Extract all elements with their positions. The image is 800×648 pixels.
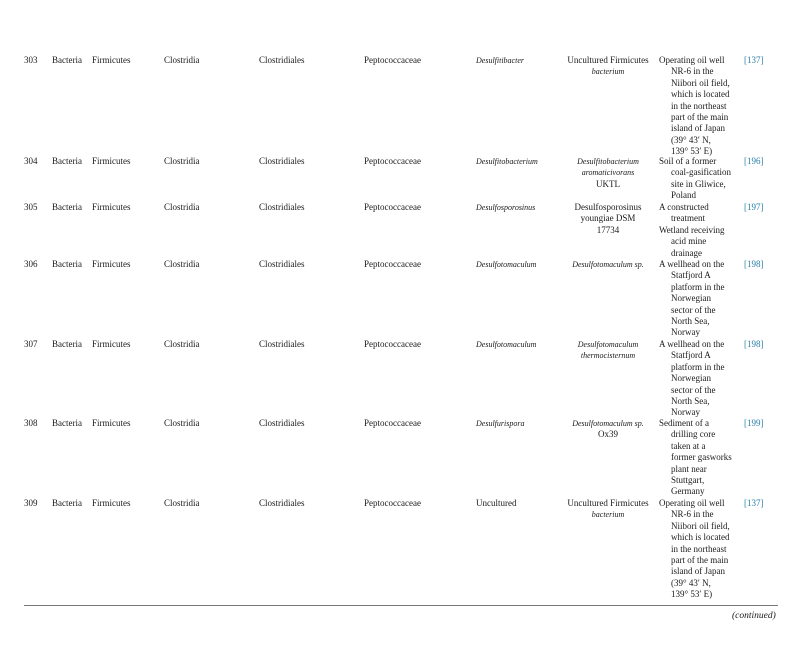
source-line: Operating oil well [659,55,725,65]
row-number: 303 [24,55,38,65]
species-line: Desulfotomaculum sp. [572,419,644,428]
phylum-cell: Firmicutes [92,498,131,508]
source-line: A constructed [659,202,709,212]
source-line: Norwegian [671,373,711,384]
phylum-cell: Firmicutes [92,259,131,269]
source-line: drilling core [671,429,716,440]
genus-cell: Desulfotomaculum [476,260,537,269]
species-line: Uncultured Firmicutes [567,55,649,65]
source-line: (39° 43′ N, [671,134,711,145]
species-line: bacterium [591,510,625,520]
source-line: part of the main [671,555,729,566]
source-line: sector of the [671,304,716,315]
species-line: Desulfotomaculum sp. [572,260,644,269]
source-line: NR-6 in the [671,66,714,77]
source-line: former gasworks [671,452,732,463]
domain-cell: Bacteria [52,339,82,349]
class-cell: Clostridia [164,339,200,349]
phylum-cell: Firmicutes [92,418,131,428]
row-number: 306 [24,259,38,269]
source-line: drainage [671,247,702,258]
source-line: Wetland receiving [659,224,725,235]
species-line: thermocisternum [580,351,636,361]
order-cell: Clostridiales [259,259,305,269]
source-line: island of Japan [671,123,725,134]
order-cell: Clostridiales [259,339,305,349]
source-line: plant near [671,463,707,474]
source-line: Poland [671,190,697,201]
source-cell [659,202,737,259]
family-cell: Peptococcaceae [364,498,421,508]
phylum-cell: Firmicutes [92,339,131,349]
source-line: (39° 43′ N, [671,577,711,588]
species-line: Uncultured Firmicutes [567,498,649,508]
species-cell [563,202,653,236]
source-line: 139° 53′ E) [671,589,713,600]
source-line: part of the main [671,112,729,123]
class-cell: Clostridia [164,156,200,166]
domain-cell: Bacteria [52,202,82,212]
source-line: Niibori oil field, [671,77,730,88]
source-line: Statfjord A [671,270,711,281]
source-line: coal-gasification [671,167,731,178]
class-cell: Clostridia [164,55,200,65]
species-line: UKTL [596,178,620,189]
source-line: Statfjord A [671,350,711,361]
genus-cell: Desulfitibacter [476,56,524,65]
source-line: A wellhead on the [659,259,725,269]
class-cell: Clostridia [164,259,200,269]
family-cell: Peptococcaceae [364,202,421,212]
class-cell: Clostridia [164,202,200,212]
reference-link[interactable]: [199] [744,418,764,428]
order-cell: Clostridiales [259,418,305,428]
source-cell [659,259,737,339]
species-line: Desulfotomaculum [577,340,639,349]
reference-link[interactable]: [137] [744,498,764,508]
source-line: 139° 53′ E) [671,146,713,157]
source-line: which is located [671,532,730,543]
source-cell [659,418,737,498]
class-cell: Clostridia [164,418,200,428]
source-line: Norway [671,407,700,418]
source-cell [659,339,737,419]
phylum-cell: Firmicutes [92,55,131,65]
domain-cell: Bacteria [52,55,82,65]
family-cell: Peptococcaceae [364,339,421,349]
species-line: youngiae DSM [580,213,636,224]
source-line: which is located [671,89,730,100]
phylum-cell: Firmicutes [92,202,131,212]
species-line: 17734 [596,224,620,235]
reference-link[interactable]: [197] [744,202,764,212]
source-cell [659,156,737,202]
domain-cell: Bacteria [52,498,82,508]
source-line: Niibori oil field, [671,520,730,531]
family-cell: Peptococcaceae [364,156,421,166]
domain-cell: Bacteria [52,259,82,269]
reference-link[interactable]: [198] [744,259,764,269]
source-line: Norway [671,327,700,338]
species-cell [563,418,653,441]
species-line: bacterium [591,67,625,77]
source-line: Norwegian [671,293,711,304]
genus-cell: Uncultured [476,498,517,508]
species-cell [563,339,653,362]
source-line: acid mine [671,236,707,247]
domain-cell: Bacteria [52,156,82,166]
row-number: 305 [24,202,38,212]
species-line: aromaticivorans [581,168,635,178]
source-line: taken at a [671,440,706,451]
source-line: in the northeast [671,543,727,554]
order-cell: Clostridiales [259,498,305,508]
source-line: in the northeast [671,100,727,111]
genus-cell: Desulfosporosinus [476,203,536,212]
source-line: Operating oil well [659,498,725,508]
family-cell: Peptococcaceae [364,418,421,428]
row-number: 304 [24,156,38,166]
table-bottom-rule [24,605,778,606]
source-line: Germany [671,486,705,497]
species-cell [563,498,653,521]
species-line: Desulfosporosinus [574,202,642,212]
source-cell [659,498,737,601]
species-cell [563,259,653,270]
row-number: 307 [24,339,38,349]
continued-note: (continued) [732,611,776,621]
genus-cell: Desulfurispora [476,419,525,428]
source-line: Soil of a former [659,156,717,166]
species-cell [563,156,653,190]
family-cell: Peptococcaceae [364,259,421,269]
source-line: island of Japan [671,566,725,577]
species-cell [563,55,653,78]
source-line: NR-6 in the [671,509,714,520]
source-line: treatment [671,213,705,224]
domain-cell: Bacteria [52,418,82,428]
order-cell: Clostridiales [259,202,305,212]
class-cell: Clostridia [164,498,200,508]
order-cell: Clostridiales [259,55,305,65]
genus-cell: Desulfitobacterium [476,157,538,166]
species-line: Ox39 [598,429,618,440]
source-cell [659,55,737,158]
row-number: 309 [24,498,38,508]
source-line: North Sea, [671,316,710,327]
phylum-cell: Firmicutes [92,156,131,166]
species-line: Desulfitobacterium [577,157,639,166]
reference-link[interactable]: [137] [744,55,764,65]
family-cell: Peptococcaceae [364,55,421,65]
source-line: platform in the [671,361,725,372]
genus-cell: Desulfotomaculum [476,340,537,349]
source-line: North Sea, [671,396,710,407]
reference-link[interactable]: [198] [744,339,764,349]
source-line: Sediment of a [659,418,709,428]
source-line: sector of the [671,384,716,395]
source-line: platform in the [671,281,725,292]
source-line: A wellhead on the [659,339,725,349]
row-number: 308 [24,418,38,428]
order-cell: Clostridiales [259,156,305,166]
reference-link[interactable]: [196] [744,156,764,166]
source-line: site in Gliwice, [671,178,726,189]
source-line: Stuttgart, [671,475,705,486]
